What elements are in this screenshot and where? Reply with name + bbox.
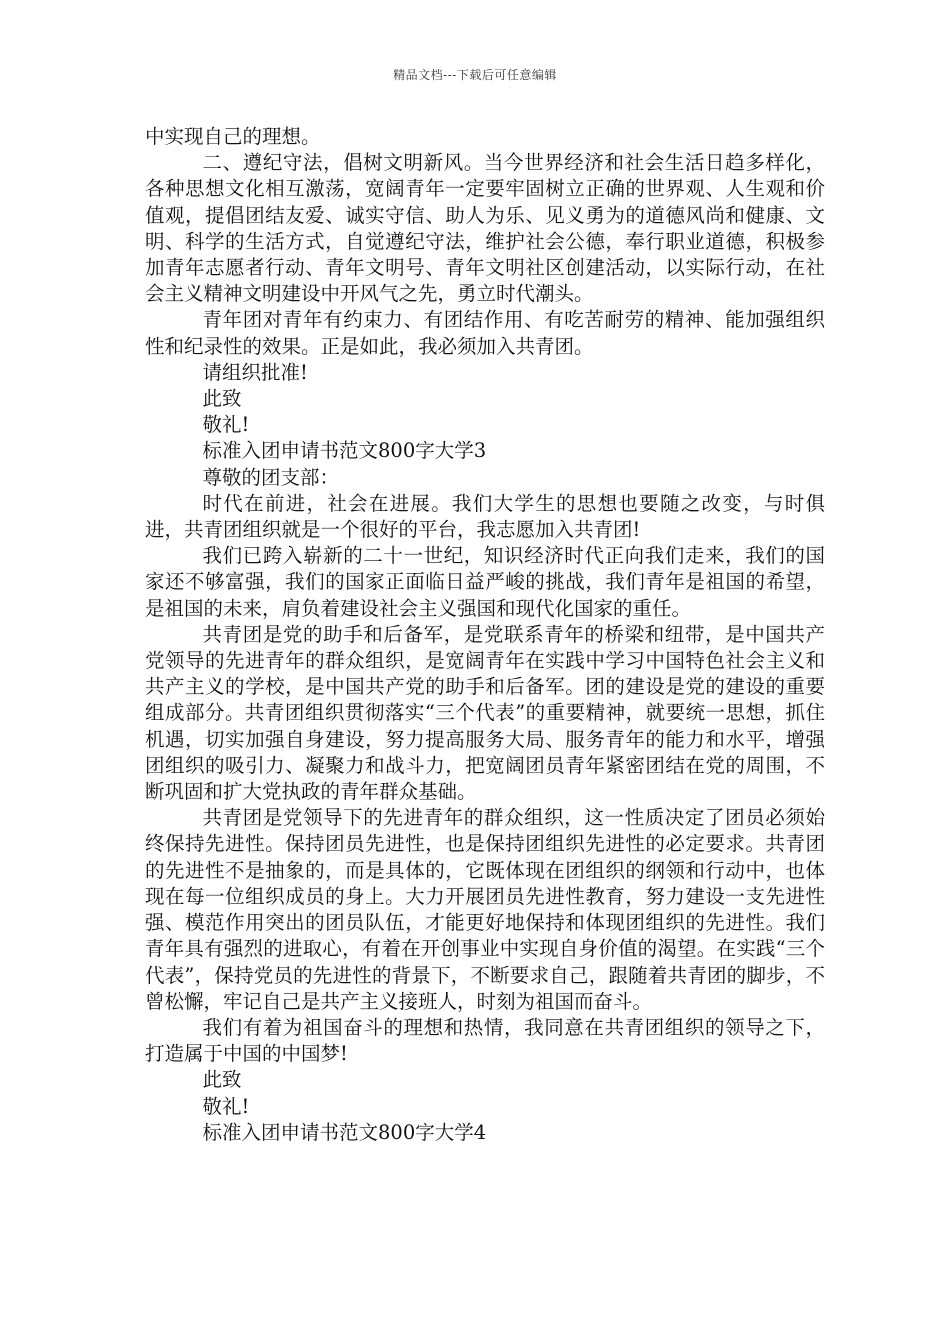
paragraph: 敬礼! [202,1094,250,1118]
section-title: 标准入团申请书范文800字大学3 [202,439,487,463]
section-title: 标准入团申请书范文800字大学4 [202,1120,487,1144]
paragraph: 时代在前进，社会在进展。我们大学生的思想也要随之改变，与时俱进，共青团组织就是一个很好的平台，我志愿加入共青团! [145,491,825,542]
paragraph: 中实现自己的理想。 [145,125,321,148]
page-header: 精品文档---下载后可任意编辑 [393,68,557,82]
paragraph: 我们已跨入崭新的二十一世纪，知识经济时代正向我们走来，我们的国家还不够富强，我们的国家正面临日益严峻的挑战，我们青年是祖国的希望，是祖国的未来，肩负着建设社会主义强国和现代化国家的重任。 [145,544,825,620]
paragraph: 敬礼! [202,413,250,437]
salutation: 尊敬的团支部： [202,465,340,489]
paragraph: 此致 [202,387,242,411]
paragraph: 此致 [202,1068,242,1092]
paragraph: 我们有着为祖国奋斗的理想和热情，我同意在共青团组织的领导之下，打造属于中国的中国梦! [145,1015,825,1066]
paragraph: 共青团是党的助手和后备军，是党联系青年的桥梁和纽带，是中国共产党领导的先进青年的群众组织，是宽阔青年在实践中学习中国特色社会主义和共产主义的学校，是中国共产党的助手和后备军。团的建设是党的建设的重要组成部分。共青团组织贯彻落实“三个代表”的重要精神，就要统一思想，抓住机遇，切实加强自身建设，努力提高服务大局、服务青年的能力和水平，增强团组织的吸引力、凝聚力和战斗力，把宽阔团员青年紧密团结在党的周围，不断巩固和扩大党执政的青年群众基础。 [145,622,825,804]
paragraph: 共青团是党领导下的先进青年的群众组织，这一性质决定了团员必须始终保持先进性。保持团员先进性，也是保持团组织先进性的必定要求。共青团的先进性不是抽象的，而是具体的，它既体现在团组织的纲领和行动中，也体现在每一位组织成员的身上。大力开展团员先进性教育，努力建设一支先进性强、模范作用突出的团员队伍，才能更好地保持和体现团组织的先进性。我们青年具有强烈的进取心，有着在开创事业中实现自身价值的渴望。在实践“三个代表”，保持党员的先进性的背景下，不断要求自己，跟随着共青团的脚步，不曾松懈，牢记自己是共产主义接班人，时刻为祖国而奋斗。 [145,806,825,1013]
document-body [145,124,825,1146]
paragraph: 请组织批准! [202,360,308,384]
paragraph: 青年团对青年有约束力、有团结作用、有吃苦耐劳的精神、能加强组织性和纪录性的效果。正是如此，我必须加入共青团。 [145,308,825,358]
paragraph: 二、遵纪守法，倡树文明新风。当今世界经济和社会生活日趋多样化，各种思想文化相互激荡，宽阔青年一定要牢固树立正确的世界观、人生观和价值观，提倡团结友爱、诚实守信、助人为乐、见义勇为的道德风尚和健康、文明、科学的生活方式，自觉遵纪守法，维护社会公德，奉行职业道德，积极参加青年志愿者行动、青年文明号、青年文明社区创建活动，以实际行动，在社会主义精神文明建设中开风气之先，勇立时代潮头。 [145,151,825,306]
